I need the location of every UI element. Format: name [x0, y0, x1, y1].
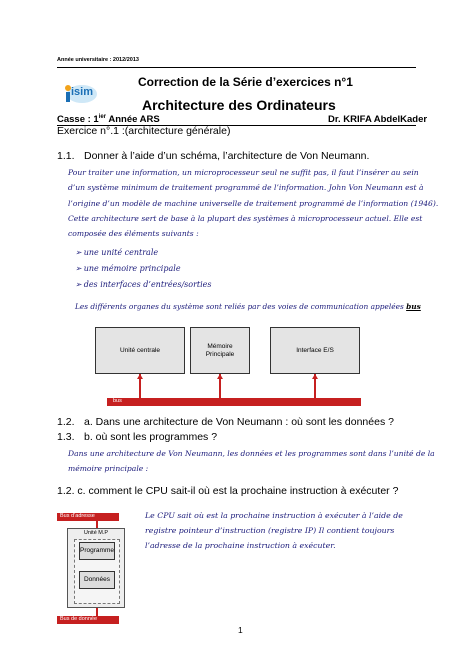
page-number: 1 [238, 625, 243, 635]
academic-year: Année universitaire : 2012/2013 [57, 57, 139, 63]
logo-text: isim [71, 86, 94, 98]
document-subtitle: Architecture des Ordinateurs [142, 97, 336, 113]
check-icon: ➢ [75, 248, 82, 257]
answer-line: composée des éléments suivants : [68, 229, 199, 239]
question-1-2 [57, 416, 394, 428]
answer-line: Dans une architecture de Von Neumann, les données et les programmes sont dans l’unité de la [68, 449, 435, 458]
data-bus-label: Bus de donnée [60, 616, 98, 622]
question-1-1-text: Donner à l’aide d’un schéma, l’architecture de Von Neumann. [84, 150, 370, 162]
arrow-up-icon [137, 374, 143, 379]
question-1-2c: 1.2. c. comment le CPU sait-il où est la prochaine instruction à exécuter ? [57, 485, 399, 497]
question-1-1-number: 1.1. [57, 150, 75, 162]
io-label: Interface E/S [296, 346, 334, 354]
memory-label: Mémoire Principale [205, 342, 235, 358]
answer-line: d’un système minimum de traitement programmé de l’information. John Von Neumann est à [68, 183, 424, 193]
list-item-label: une unité centrale [83, 248, 159, 257]
address-bus [57, 513, 119, 521]
cpu-box [95, 327, 185, 374]
answer-line: Le CPU sait où est la prochaine instruction à exécuter à l’aide de [145, 511, 403, 520]
question-1-2-text: a. Dans une architecture de Von Neumann : où sont les données ? [84, 416, 394, 428]
isim-logo [62, 80, 98, 106]
list-item [75, 261, 212, 277]
list-item [75, 245, 212, 261]
answer-line: Cette architecture sert de base à la plupart des systèmes à microprocesseur actuel. Elle est [68, 213, 423, 223]
io-box [270, 327, 360, 374]
answer-line: mémoire principale : [68, 464, 149, 473]
list-item-label: une mémoire principale [83, 264, 181, 273]
question-1-2-number: 1.2. [57, 416, 75, 428]
answer-1-2c [145, 508, 403, 553]
header-rule [57, 67, 416, 68]
cpu-label: Unité centrale [119, 346, 161, 354]
class-label [57, 114, 160, 125]
question-1-3-number: 1.3. [57, 431, 75, 443]
answer-line: l’adresse de la prochaine instruction à exécuter. [145, 541, 336, 550]
class-label-sup: ier [98, 114, 107, 120]
data-connector [96, 608, 98, 616]
data-box [79, 571, 115, 589]
memory-unit-label: Unité M.P [83, 530, 109, 536]
bus-label: bus [113, 398, 122, 404]
answer-1-1 [68, 165, 439, 241]
component-list [75, 245, 212, 293]
bus-word: bus [406, 302, 421, 311]
author-name: Dr. KRIFA AbdelKader [328, 114, 428, 125]
program-box [79, 542, 115, 560]
address-bus-label: Bus d’adresse [60, 513, 95, 519]
bus-sentence [75, 302, 421, 311]
answer-line: registre pointeur d’instruction (registre IP) Il contient toujours [145, 526, 395, 535]
question-1-3-text: b. où sont les programmes ? [84, 431, 218, 443]
list-item [75, 277, 212, 293]
check-icon: ➢ [75, 264, 82, 273]
document-title: Correction de la Série d’exercices n°1 [138, 75, 353, 89]
check-icon: ➢ [75, 280, 82, 289]
memory-box [190, 327, 250, 374]
question-1-1 [57, 150, 369, 162]
answer-line: Pour traiter une information, un microprocesseur seul ne suffit pas, il faut l’insérer au sein [68, 168, 419, 177]
arrow-up-icon [217, 374, 223, 379]
data-label: Données [83, 576, 111, 583]
exercise-title: Exercice n°.1 :(architecture générale) [57, 125, 231, 137]
memory-unit [67, 528, 125, 608]
bus-sentence-text: Les différents organes du système sont reliés par des voies de communication appelées [75, 302, 407, 311]
program-label: Programme [80, 547, 114, 554]
class-label-rest: Année ARS [106, 114, 160, 126]
arrow-up-icon [312, 374, 318, 379]
answer-1-2 [68, 446, 435, 476]
class-label-main: Casse : 1 [57, 114, 99, 126]
data-bus [57, 616, 119, 624]
question-1-3 [57, 431, 217, 443]
system-bus [107, 398, 361, 406]
list-item-label: des interfaces d’entrées/sorties [83, 280, 212, 289]
answer-line: l’origine d’un modèle de machine universelle de traitement programmé de l’information (1946). [68, 198, 439, 208]
